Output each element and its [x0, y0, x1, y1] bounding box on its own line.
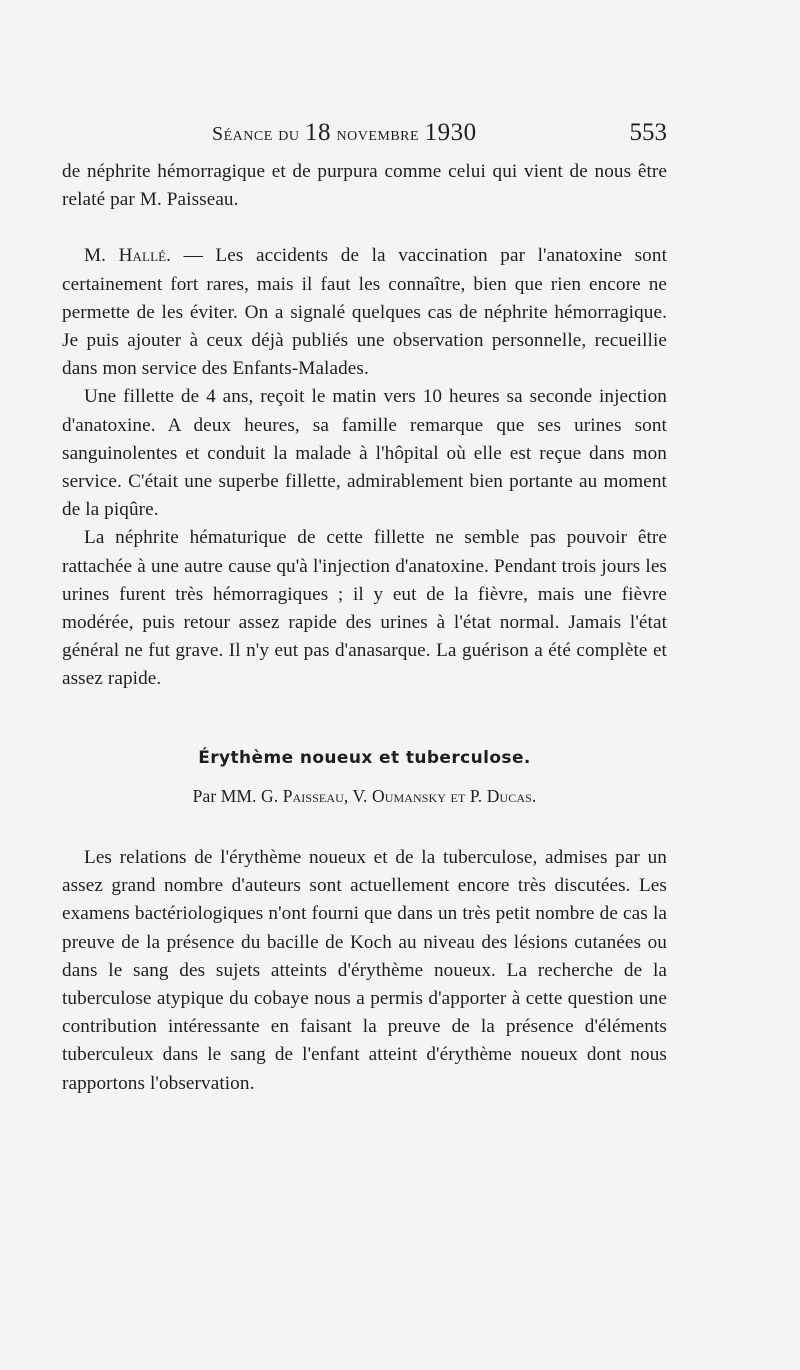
header-day: 18 [305, 119, 332, 146]
paragraph-erythema: Les relations de l'érythème noueux et de la tuberculose, admises par un assez grand nombre d'auteurs sont actuellement encore très discutées. Les examens bactériologiques n'ont fourni que dans un très petit nombre de cas la preuve de la présence du bacille de Koch au niveau des lésions cutanées ou dans le sang des sujets atteints d'érythème noueux. La recherche de la tuberculose atypique du cobaye nous a permis d'apporter à cette question une contribution intéressante en faisant la preuve de la présence d'éléments tuberculeux dans le sang de l'enfant atteint d'érythème noueux dont nous rapportons l'observation. [62, 847, 667, 1094]
body-text [62, 158, 667, 1098]
section-title: Érythème noueux et tuberculose. [198, 747, 531, 768]
section-authors [62, 782, 667, 810]
header-title [212, 119, 477, 147]
page-number: 553 [629, 119, 667, 146]
header-prefix: Séance du [212, 123, 300, 145]
authors-prefix: Par MM. [192, 785, 261, 806]
paragraph-case: Une fillette de 4 ans, reçoit le matin vers 10 heures sa seconde injection d'anatoxine. A deux heures, sa famille remarque que ses urines sont sanguinolentes et conduit la malade à l'hôpital où elle est reçue dans mon service. C'était une superbe fillette, admirablement bien portante au moment de la piqûre. [62, 386, 667, 521]
paragraph-nephritis: La néphrite hématurique de cette fillette ne semble pas pouvoir être rattachée à une autre cause qu'à l'injection d'anatoxine. Pendant trois jours les urines furent très hémorragiques ; il y eut de la fièvre, mais une fièvre modérée, puis retour assez rapide des urines à l'état normal. Jamais l'état général ne fut grave. Il n'y eut pas d'anasarque. La guérison a été complète et assez rapide. [62, 527, 667, 690]
paragraph-halle [62, 242, 667, 383]
running-header [62, 119, 667, 151]
header-month: novembre [336, 123, 420, 145]
paragraph-continuation: de néphrite hémorragique et de purpura comme celui qui vient de nous être relaté par M. Paisseau. [62, 161, 667, 211]
speaker-name: M. Hallé. [84, 245, 172, 267]
header-year: 1930 [424, 119, 477, 146]
authors-names: G. Paisseau, V. Oumansky et P. Ducas. [261, 785, 537, 806]
paragraph-halle-text: — Les accidents de la vaccination par l'anatoxine sont certainement fort rares, mais il faut les connaître, bien que rien encore ne permette de les éviter. On a signalé quelques cas de néphrite hémorragique. Je puis ajouter à ceux déjà publiés une observation personnelle, recueillie dans mon service des Enfants-Malades. [62, 245, 667, 380]
